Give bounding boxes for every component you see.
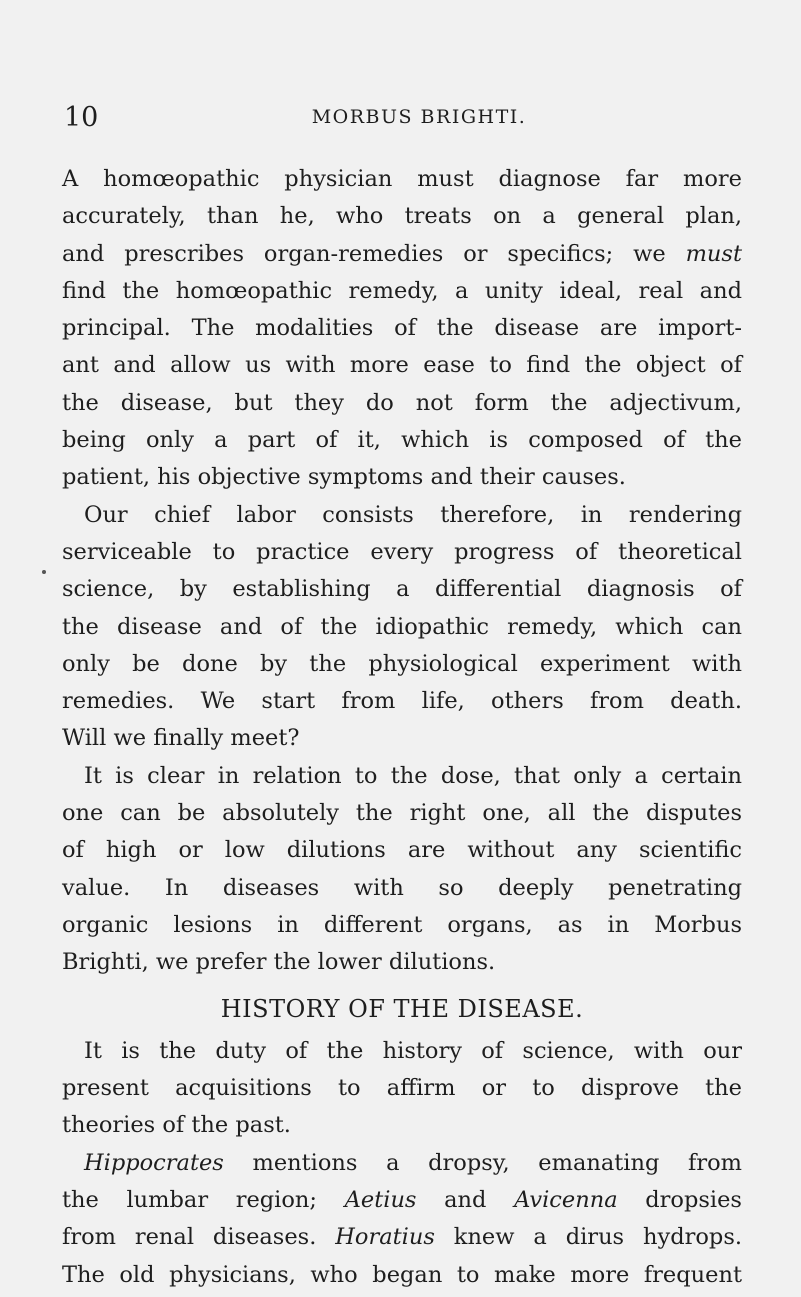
emphasis: Avicenna <box>514 1187 618 1214</box>
text-line: remedies. We start from life, others from death. <box>62 688 742 715</box>
text-line: find the homœopathic remedy, a unity ideal, real and <box>62 277 742 304</box>
text-line: the lumbar region; Aetius and Avicenna dropsies <box>62 1187 742 1214</box>
margin-speck <box>42 570 46 574</box>
body-text <box>62 161 742 1294</box>
running-head <box>64 102 734 142</box>
text-line: organic lesions in different organs, as in Morbus <box>62 911 742 938</box>
text-line: of high or low dilutions are without any scientific <box>62 837 742 864</box>
text-line: The old physicians, who began to make more frequent <box>62 1261 742 1288</box>
text-line: from renal diseases. Horatius knew a dirus hydrops. <box>62 1224 743 1251</box>
text-line: principal. The modalities of the disease are import- <box>62 315 742 342</box>
text-line: and prescribes organ-remedies or specifics; we must <box>62 240 742 267</box>
running-title: MORBUS BRIGHTI. <box>311 106 527 128</box>
text-line: ant and allow us with more ease to find the object of <box>62 352 742 379</box>
text-line: science, by establishing a differential diagnosis of <box>62 576 742 603</box>
text-line: present acquisitions to affirm or to disprove the <box>62 1075 742 1102</box>
emphasis: Aetius <box>344 1187 417 1214</box>
paragraph-4 <box>62 1033 742 1145</box>
text-line: the disease, but they do not form the adjectivum, <box>62 389 742 416</box>
text-line: theories of the past. <box>62 1112 291 1139</box>
text-line: It is the duty of the history of science, with our <box>84 1037 742 1064</box>
emphasis: must <box>685 240 742 267</box>
paragraph-5 <box>62 1145 742 1294</box>
text-line: serviceable to practice every progress of theoretical <box>62 538 742 565</box>
text-line: one can be absolutely the right one, all the disputes <box>62 800 742 827</box>
text-line: value. In diseases with so deeply penetrating <box>62 874 742 901</box>
text-line: Our chief labor consists therefore, in rendering <box>84 501 742 528</box>
page-number: 10 <box>64 102 99 133</box>
text-line: the disease and of the idiopathic remedy, which can <box>62 613 742 640</box>
text-line: Brighti, we prefer the lower dilutions. <box>62 949 496 976</box>
text-line: A homœopathic physician must diagnose far more <box>62 166 742 192</box>
text-line: Hippocrates mentions a dropsy, emanating from <box>84 1149 742 1176</box>
text-line: Will we finally meet? <box>62 725 300 752</box>
emphasis: Horatius <box>335 1224 435 1251</box>
text-line: only be done by the physiological experiment with <box>62 650 742 677</box>
text-line: being only a part of it, which is composed of the <box>62 427 742 454</box>
paragraph-1 <box>62 161 742 497</box>
emphasis: Hippocrates <box>84 1149 224 1176</box>
section-heading: HISTORY OF THE DISEASE. <box>220 994 584 1023</box>
text-line: patient, his objective symptoms and their causes. <box>62 464 626 491</box>
text-line: accurately, than he, who treats on a general plan, <box>62 203 742 230</box>
text-line: It is clear in relation to the dose, that only a certain <box>84 762 742 789</box>
paragraph-2 <box>62 497 742 758</box>
paragraph-3 <box>62 758 742 982</box>
